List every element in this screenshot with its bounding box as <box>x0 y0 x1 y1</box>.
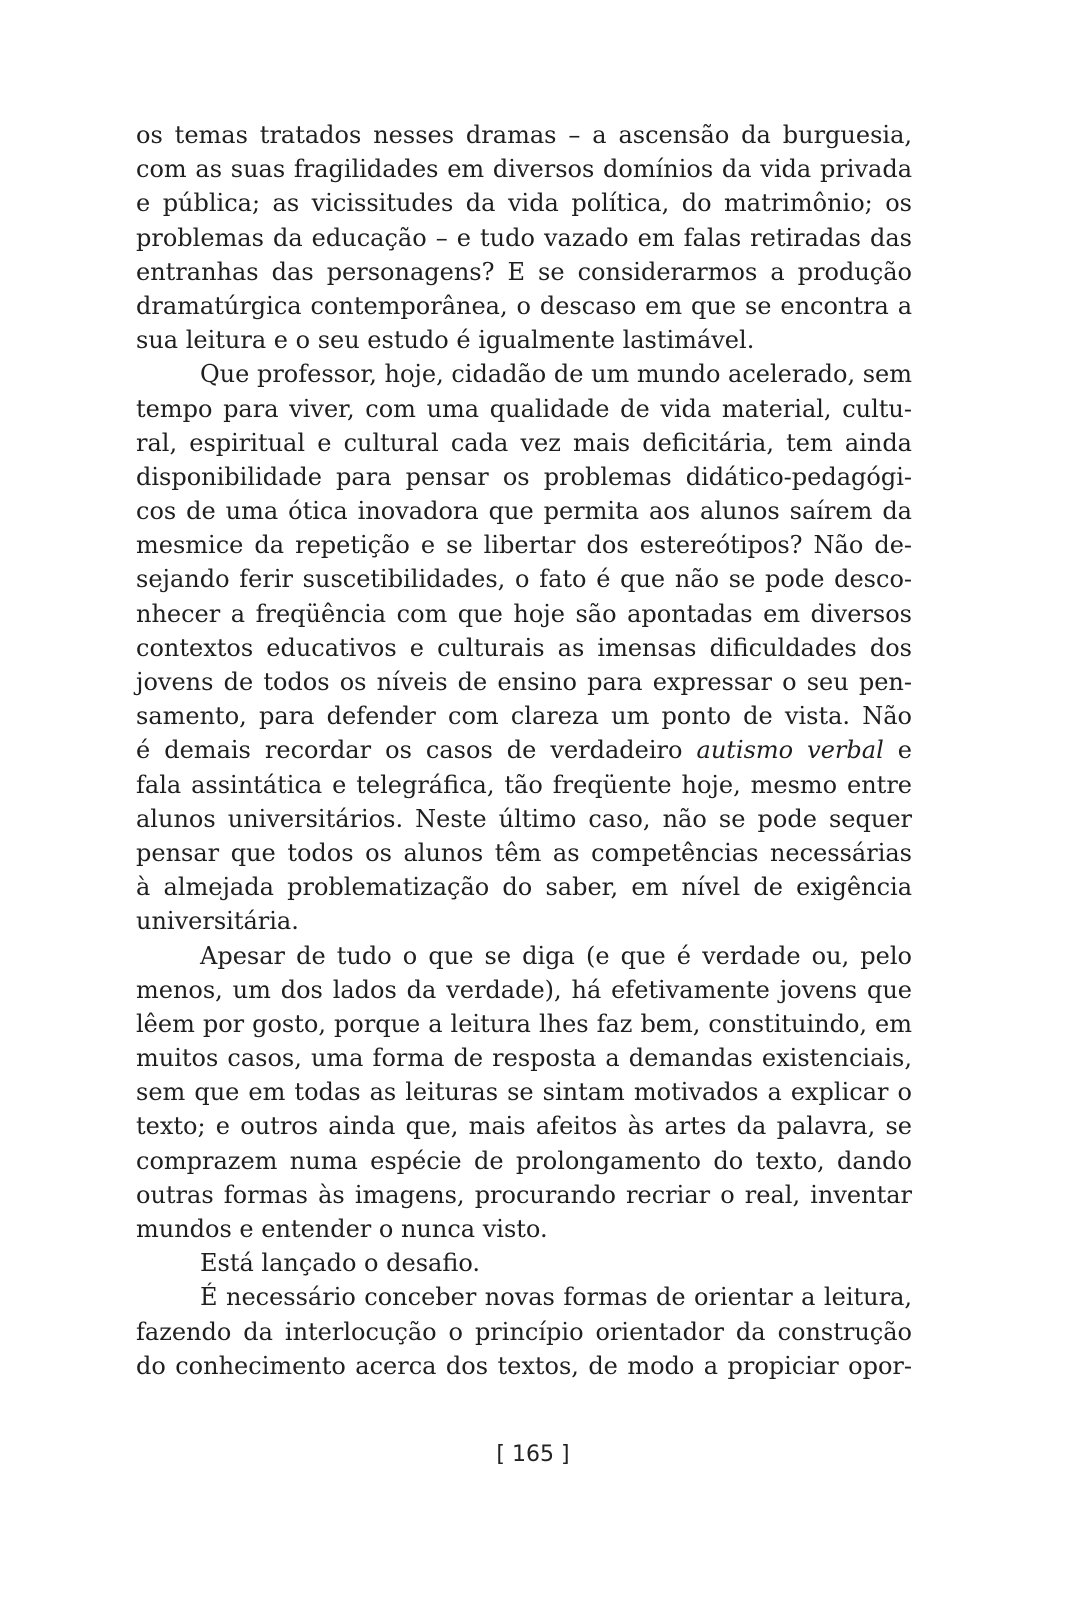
paragraph-5 <box>136 1280 912 1383</box>
text-line: Está lançado o desafio. <box>200 1249 480 1278</box>
text-line: do conhecimento acerca dos textos, de modo a propiciar opor- <box>136 1351 912 1380</box>
paragraph-2 <box>136 357 912 938</box>
paragraph-3 <box>136 939 912 1247</box>
text-line: com as suas fragilidades em diversos domínios da vida privada <box>136 155 912 184</box>
text-line: samento, para defender com clareza um ponto de vista. Não <box>136 702 912 731</box>
text-line: os temas tratados nesses dramas – a ascensão da burguesia, <box>136 121 912 149</box>
text-line: nhecer a freqüência com que hoje são apontadas em diversos <box>136 599 912 628</box>
paragraph-4 <box>136 1246 912 1280</box>
text-line: É necessário conceber novas formas de orientar a leitura, <box>200 1283 912 1312</box>
text-line: mundos e entender o nunca visto. <box>136 1215 548 1243</box>
italic-term: autismo verbal <box>696 736 884 765</box>
text-line: fazendo da interlocução o princípio orientador da construção <box>136 1317 912 1346</box>
text-line: sua leitura e o seu estudo é igualmente lastimável. <box>136 326 755 355</box>
text-line: problemas da educação – e tudo vazado em falas retiradas das <box>136 223 912 252</box>
text-line: menos, um dos lados da verdade), há efetivamente jovens que <box>136 975 912 1004</box>
text-line: muitos casos, uma forma de resposta a demandas existenciais, <box>136 1044 912 1073</box>
paragraph-1 <box>136 118 912 357</box>
text-line: contextos educativos e culturais as imensas dificuldades dos <box>136 633 912 662</box>
text-line: mesmice da repetição e se libertar dos estereótipos? Não de- <box>136 531 912 560</box>
text-line: Que professor, hoje, cidadão de um mundo acelerado, sem <box>200 360 912 389</box>
text-line: cos de uma ótica inovadora que permita aos alunos saírem da <box>136 497 912 526</box>
text-line: à almejada problematização do saber, em nível de exigência <box>136 873 912 902</box>
text-line: jovens de todos os níveis de ensino para expressar o seu pen- <box>136 668 912 696</box>
page-body <box>136 118 912 1383</box>
text-line: ral, espiritual e cultural cada vez mais deficitária, tem ainda <box>136 428 912 457</box>
text-line: dramatúrgica contemporânea, o descaso em que se encontra a <box>136 291 912 320</box>
text-line: texto; e outros ainda que, mais afeitos às artes da palavra, se <box>136 1112 912 1141</box>
text-line <box>136 733 912 767</box>
text-segment: é demais recordar os casos de verdadeiro <box>136 736 697 765</box>
text-line: e pública; as vicissitudes da vida política, do matrimônio; os <box>136 189 912 218</box>
text-line: sejando ferir suscetibilidades, o fato é que não se pode desco- <box>136 565 912 594</box>
text-line: pensar que todos os alunos têm as competências necessárias <box>136 838 912 867</box>
text-line: sem que em todas as leituras se sintam motivados a explicar o <box>136 1078 912 1107</box>
text-line: entranhas das personagens? E se considerarmos a produção <box>136 257 912 286</box>
text-line: alunos universitários. Neste último caso, não se pode sequer <box>136 804 912 833</box>
text-line: comprazem numa espécie de prolongamento do texto, dando <box>136 1146 912 1175</box>
text-segment: e <box>883 736 912 765</box>
text-line: disponibilidade para pensar os problemas didático-pedagógi- <box>136 462 912 491</box>
text-line: Apesar de tudo o que se diga (e que é verdade ou, pelo <box>200 941 912 970</box>
text-line: universitária. <box>136 907 299 936</box>
text-line: lêem por gosto, porque a leitura lhes faz bem, constituindo, em <box>136 1009 912 1038</box>
page-number: [ 165 ] <box>496 1442 570 1467</box>
text-line: tempo para viver, com uma qualidade de vida material, cultu- <box>136 394 912 423</box>
text-line: outras formas às imagens, procurando recriar o real, inventar <box>136 1180 912 1209</box>
text-line: fala assintática e telegráfica, tão freqüente hoje, mesmo entre <box>136 770 912 799</box>
